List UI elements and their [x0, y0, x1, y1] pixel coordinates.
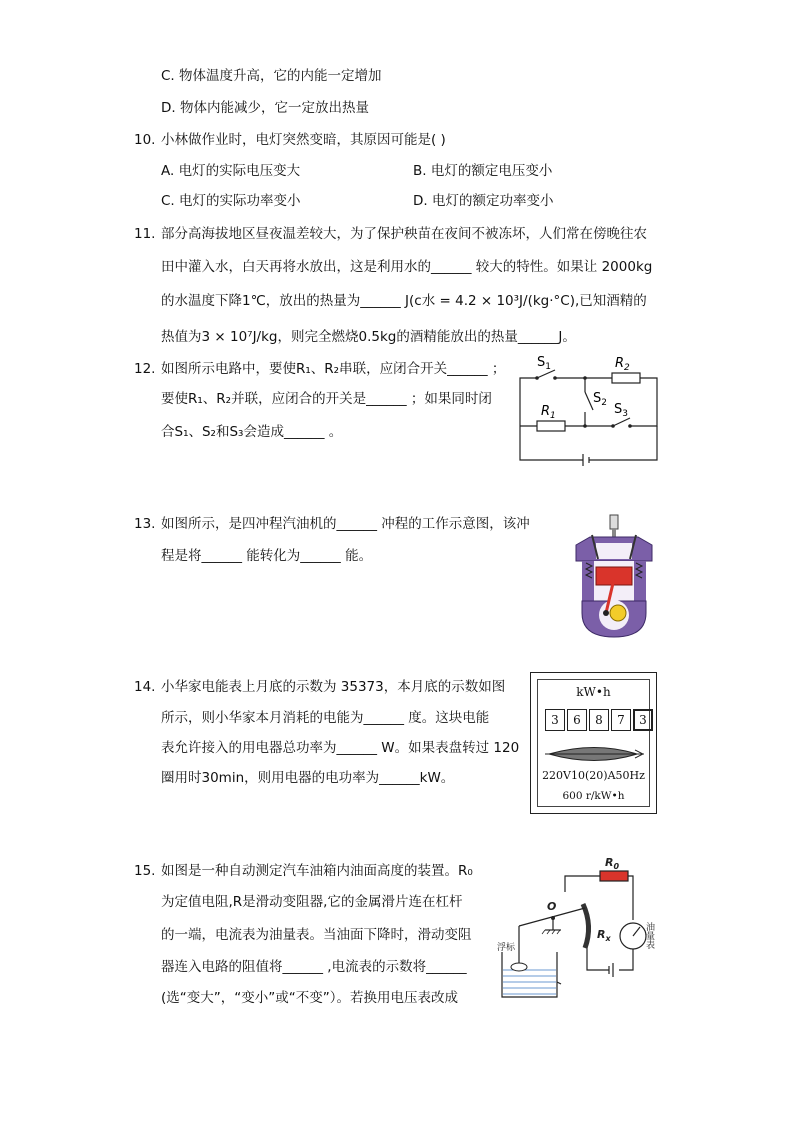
q14-line-4: 圈用时30min，则用电器的电功率为______kW。 [161, 770, 455, 786]
q12-circuit-diagram [515, 350, 665, 468]
q10-option-c: C. 电灯的实际功率变小 [161, 193, 301, 209]
meter-rate: 600 r/kW•h [562, 790, 625, 802]
pivot-o-label: O [547, 900, 557, 913]
s2-label: $S_2$ [593, 391, 607, 408]
r0-label: $R_0$ [605, 856, 620, 871]
q11-line-2: 田中灌入水，白天再将水放出，这是利用水的______ 较大的特性。如果让 2000kg [161, 259, 653, 275]
q9-option-c: C. 物体温度升高，它的内能一定增加 [161, 68, 382, 84]
q11-line-4: 热值为3 × 10⁷J/kg，则完全燃烧0.5kg的酒精能放出的热量______J。 [161, 329, 576, 345]
q14-number: 14. [134, 679, 156, 695]
meter-digit: 7 [611, 709, 631, 731]
q10-option-a: A. 电灯的实际电压变大 [161, 163, 301, 179]
meter-unit: kW•h [576, 685, 611, 699]
electric-meter [530, 672, 657, 814]
meter-digit: 3 [545, 709, 565, 731]
q14-line-1: 小华家电能表上月底的示数为 35373，本月底的示数如图 [161, 679, 506, 695]
q15-line-5: (选“变大”，“变小”或“不变”）。若换用电压表改成 [161, 990, 458, 1006]
q13-line-2: 程是将______ 能转化为______ 能。 [161, 548, 373, 564]
q12-number: 12. [134, 361, 156, 377]
r2-label: $R_2$ [615, 356, 630, 373]
q10-stem: 小林做作业时，电灯突然变暗，其原因可能是( ) [161, 132, 446, 148]
q12-line-2: 要使R₁、R₂并联，应闭合的开关是______ ；如果同时闭 [161, 391, 492, 407]
q10-option-d: D. 电灯的额定功率变小 [413, 193, 554, 209]
s1-label: $S_1$ [537, 355, 551, 372]
q15-line-3: 的一端，电流表为油量表。当油面下降时，滑动变阻 [161, 927, 472, 943]
q13-engine-diagram [570, 513, 660, 638]
q12-line-3: 合S₁、S₂和S₃会造成______ 。 [161, 424, 343, 440]
gauge-label: 油量表 [644, 922, 654, 949]
q14-line-2: 所示，则小华家本月消耗的电能为______ 度。这块电能 [161, 710, 490, 726]
q10-number: 10. [134, 132, 156, 148]
meter-digit: 6 [567, 709, 587, 731]
rx-label: $R_x$ [597, 928, 611, 943]
q15-fuel-gauge-diagram [497, 852, 667, 1002]
q15-line-1: 如图是一种自动测定汽车油箱内油面高度的装置。R₀ [161, 863, 473, 879]
s3-label: $S_3$ [614, 402, 628, 419]
q14-line-3: 表允许接入的用电器总功率为______ W。如果表盘转过 120 [161, 740, 520, 756]
q11-number: 11. [134, 226, 156, 242]
meter-digit: 8 [589, 709, 609, 731]
meter-rotor-disc [545, 743, 644, 765]
q10-option-b: B. 电灯的额定电压变小 [413, 163, 553, 179]
q13-number: 13. [134, 516, 156, 532]
r1-label: $R_1$ [541, 404, 556, 421]
q15-line-2: 为定值电阻,R是滑动变阻器,它的金属滑片连在杠杆 [161, 894, 463, 910]
q11-line-3: 的水温度下降1℃，放出的热量为______ J(c水 = 4.2 × 10³J/(kg·°C),已知酒精的 [161, 293, 647, 309]
q9-option-d: D. 物体内能减少，它一定放出热量 [161, 100, 369, 116]
meter-digits [545, 709, 653, 731]
q15-number: 15. [134, 863, 156, 879]
meter-digit-decimal: 3 [633, 709, 653, 731]
float-label: 浮标 [497, 943, 516, 953]
meter-spec: 220V10(20)A50Hz [542, 769, 645, 782]
q15-line-4: 器连入电路的阻值将______ ,电流表的示数将______ [161, 959, 467, 975]
q11-line-1: 部分高海拔地区昼夜温差较大，为了保护秧苗在夜间不被冻坏，人们常在傍晚往农 [161, 226, 647, 242]
q12-line-1: 如图所示电路中，要使R₁、R₂串联，应闭合开关______ ； [161, 361, 506, 377]
q13-line-1: 如图所示，是四冲程汽油机的______ 冲程的工作示意图，该冲 [161, 516, 530, 532]
